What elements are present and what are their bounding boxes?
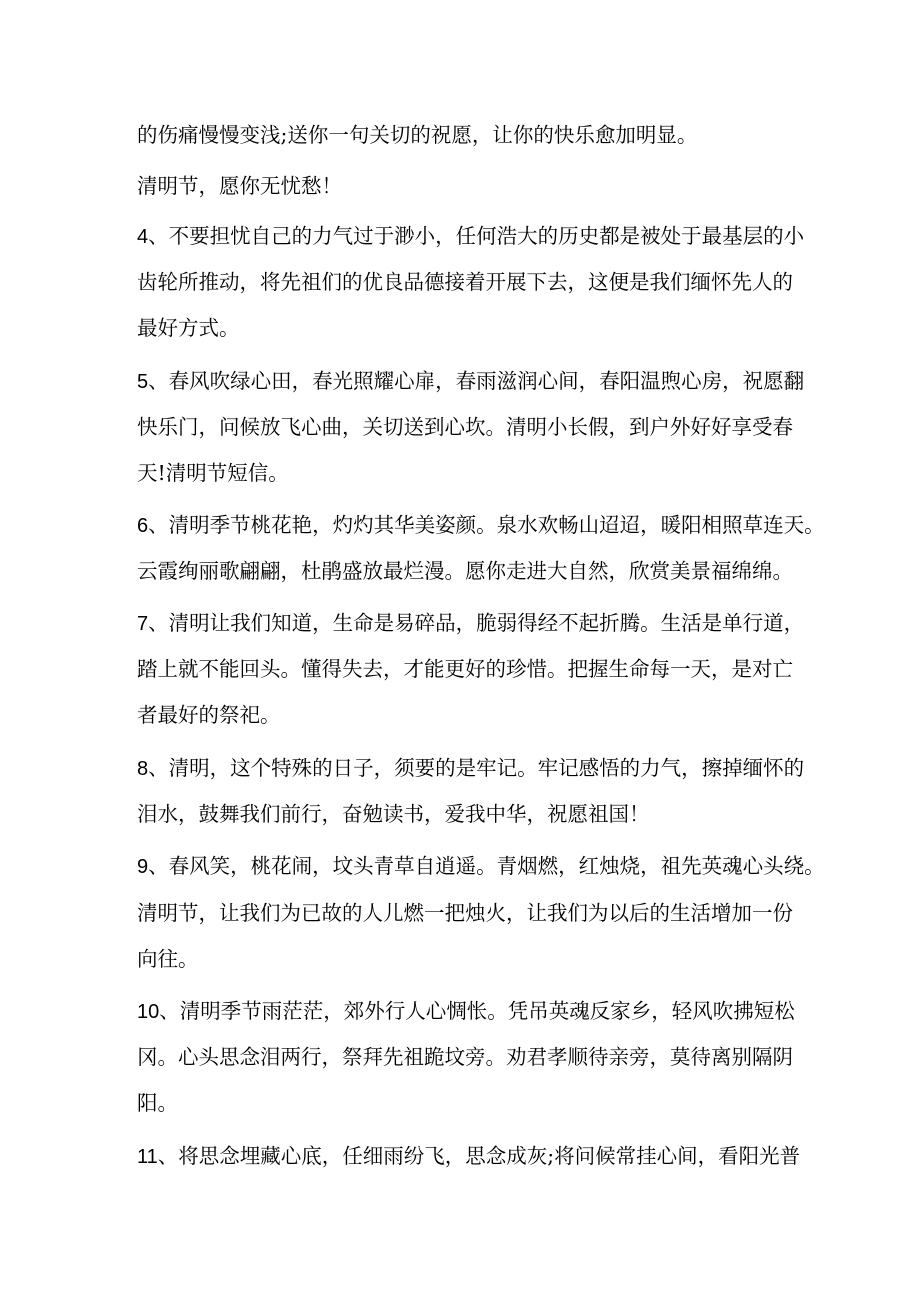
- paragraph-7-text: 、清明让我们知道，生命是易碎品，脆弱得经不起折腾。生活是单行道，: [148, 611, 805, 635]
- paragraph-7-line-1: [137, 603, 817, 643]
- paragraph-5-line-2: 快乐门，问候放飞心曲，关切送到心坎。清明小长假，到户外好好享受春: [137, 415, 793, 439]
- paragraph-8-number: 8: [137, 758, 149, 780]
- paragraph-10-line-3: 阳。: [137, 1091, 178, 1115]
- paragraph-6-line-2: 云霞绚丽歌翩翩，杜鹃盛放最烂漫。愿你走进大自然，欣赏美景福绵绵。: [137, 559, 793, 583]
- paragraph-8-line-2: 泪水，鼓舞我们前行，奋勉读书，爱我中华，祝愿祖国！: [137, 802, 650, 826]
- paragraph-4-text: 、不要担忧自己的力气过于渺小，任何浩大的历史都是被处于最基层的小: [148, 224, 805, 248]
- paragraph-6-number: 6: [137, 515, 149, 537]
- paragraph-11-number: 11: [137, 1146, 158, 1168]
- paragraph-4-line-2: 齿轮所推动，将先祖们的优良品德接着开展下去，这便是我们缅怀先人的: [137, 270, 793, 294]
- paragraph-9-line-1: [137, 846, 825, 886]
- paragraph-9-line-2: 清明节，让我们为已故的人儿燃一把烛火，让我们为以后的生活增加一份: [137, 901, 793, 925]
- paragraph-10-line-1: [137, 991, 817, 1031]
- paragraph-7-line-3: 者最好的祭祀。: [137, 703, 281, 727]
- paragraph-5-line-3: 天!清明节短信。: [137, 461, 289, 485]
- paragraph-4-number: 4: [137, 226, 149, 248]
- paragraph-9-number: 9: [137, 856, 149, 878]
- paragraph-9-line-3: 向往。: [137, 947, 199, 971]
- paragraph-8-line-1: [137, 748, 817, 788]
- paragraph-4-line-1: [137, 216, 817, 256]
- paragraph-5-number: 5: [137, 371, 149, 393]
- paragraph-continuation-line-1: 的伤痛慢慢变浅;送你一句关切的祝愿，让你的快乐愈加明显。: [137, 123, 698, 147]
- paragraph-10-line-2: 冈。心头思念泪两行，祭拜先祖跪坟旁。劝君孝顺待亲旁，莫待离别隔阴: [137, 1045, 793, 1069]
- paragraph-11-text: 、将思念埋藏心底，任细雨纷飞，思念成灰;将问候常挂心间，看阳光普: [157, 1144, 801, 1168]
- paragraph-greeting-line-1: 清明节，愿你无忧愁！: [137, 174, 342, 198]
- paragraph-10-number: 10: [137, 1001, 160, 1023]
- paragraph-5-text: 、春风吹绿心田，春光照耀心扉，春雨滋润心间，春阳温煦心房，祝愿翻: [148, 369, 805, 393]
- paragraph-5-line-1: [137, 361, 817, 401]
- paragraph-6-text: 、清明季节桃花艳，灼灼其华美姿颜。泉水欢畅山迢迢，暖阳相照草连天。: [148, 513, 825, 537]
- paragraph-11-line-1: [137, 1136, 817, 1176]
- paragraph-9-text: 、春风笑，桃花闹，坟头青草自逍遥。青烟燃，红烛烧，祖先英魂心头绕。: [148, 854, 825, 878]
- paragraph-10-text: 、清明季节雨茫茫，郊外行人心惆怅。凭吊英魂反家乡，轻风吹拂短松: [159, 999, 795, 1023]
- paragraph-8-text: 、清明，这个特殊的日子，须要的是牢记。牢记感悟的力气，擦掉缅怀的: [148, 756, 805, 780]
- paragraph-7-number: 7: [137, 613, 149, 635]
- paragraph-7-line-2: 踏上就不能回头。懂得失去，才能更好的珍惜。把握生命每一天，是对亡: [137, 657, 793, 681]
- paragraph-4-line-3: 最好方式。: [137, 316, 240, 340]
- paragraph-6-line-1: [137, 505, 825, 545]
